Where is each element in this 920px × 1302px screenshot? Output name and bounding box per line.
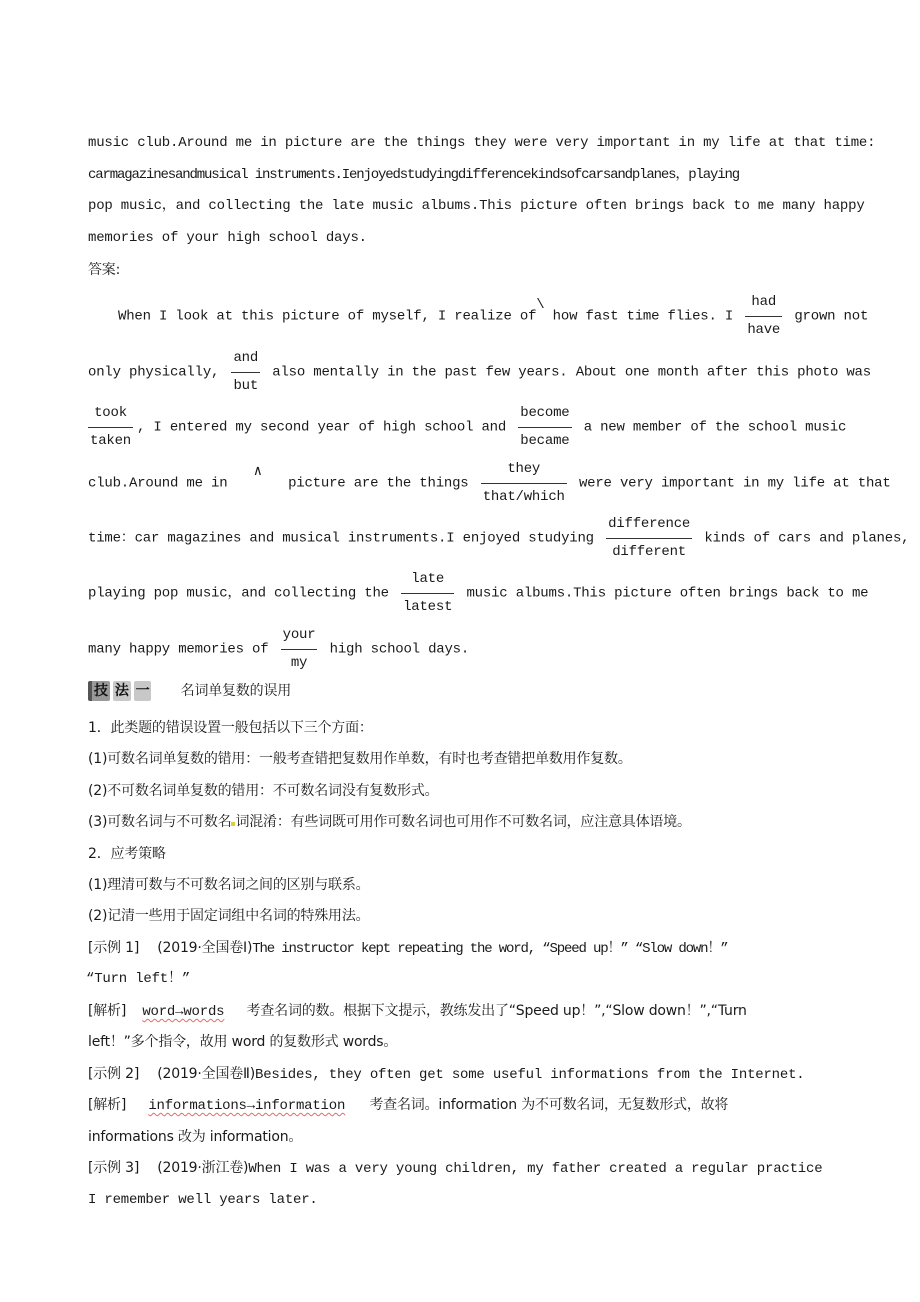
example-text: When I was a very young children, my father created a regular practice	[248, 1161, 823, 1177]
example-1-cont: “Turn left！”	[86, 971, 191, 987]
answer-text: also mentally in the past few years. About one month after this photo was	[272, 364, 871, 381]
answer-text: grown not	[794, 308, 869, 325]
point-item	[88, 813, 691, 831]
answer-line-7	[88, 626, 469, 672]
answer-text: many happy memories of	[88, 641, 269, 658]
answer-line-1	[118, 293, 868, 339]
correction-fraction: $\frac{\text{had}}{\text{have}}$	[747, 294, 781, 338]
correction-fraction: $\frac{\text{difference}}{\text{different}}$	[608, 516, 691, 560]
passage-line: memories of your high school days.	[88, 230, 367, 246]
analysis-label: [解析]	[88, 1097, 127, 1113]
answer-text: how fast time flies. I	[544, 308, 734, 325]
answer-text: kinds of cars and planes,	[704, 530, 910, 547]
correction: word→words	[142, 1004, 225, 1020]
insert-caret-icon: ∧	[253, 463, 262, 480]
example-label: [示例 1]	[88, 940, 140, 956]
example-label: [示例 3]	[88, 1160, 140, 1176]
point-item: (1)理清可数与不可数名词之间的区别与联系。	[88, 877, 370, 893]
analysis-1	[88, 1002, 747, 1021]
analysis-text: 考查名词的数。根据下文提示，教练发出了“Speed up！”,“Slow down！”,“Turn	[246, 1003, 747, 1019]
section-title: 名词单复数的误用	[180, 683, 292, 699]
passage-line: carmagazinesandmusical instruments.Ienjoyedstudyingdifferencekindsofcarsandplanes，playing	[88, 167, 739, 183]
example-text: The instructor kept repeating the word, “Speed up！” “Slow down！”	[252, 941, 728, 957]
answer-text: high school days.	[329, 641, 470, 658]
point-text: 词混淆：有些词既可用作可数名词也可用作不可数名词，应注意具体语境。	[235, 814, 691, 830]
section-badge: 法	[114, 683, 129, 699]
correction-fraction: $\frac{\text{your}}{my}$	[282, 627, 316, 671]
answer-text: When I look at this picture of myself, I realize	[118, 308, 520, 325]
example-3-cont: I remember well years later.	[88, 1192, 318, 1208]
answer-text: , I entered my second year of high school and	[137, 419, 507, 436]
example-source: (2019·全国卷Ⅰ)	[157, 940, 253, 956]
point-heading: 1．此类题的错误设置一般包括以下三个方面：	[88, 720, 373, 736]
correction-fraction: $\frac{\text{and}}{\text{but}}$	[233, 350, 259, 394]
answer-line-2	[88, 349, 871, 395]
correction-fraction: $\frac{\text{become}}{\text{became}}$	[520, 405, 570, 449]
example-source: (2019·浙江卷)	[157, 1160, 249, 1176]
example-2	[88, 1065, 805, 1084]
example-1	[88, 939, 728, 958]
answer-text: time：car magazines and musical instruments.I enjoyed studying	[88, 530, 594, 547]
example-label: [示例 2]	[88, 1066, 140, 1082]
point-heading: 2．应考策略	[88, 846, 166, 862]
point-item: (2)记清一些用于固定词组中名词的特殊用法。	[88, 908, 370, 924]
answer-text: club.Around me in	[88, 475, 228, 492]
answer-text: a new member of the school music	[583, 419, 847, 436]
answer-line-6	[88, 570, 868, 616]
point-item: (1)可数名词单复数的错用：一般考查错把复数用作单数，有时也考查错把单数用作复数。	[88, 751, 632, 767]
answer-line-5	[88, 515, 909, 561]
analysis-2-cont: informations 改为 information。	[88, 1129, 303, 1145]
point-text: (3)可数名词与不可数名	[88, 814, 232, 830]
answer-line-4	[88, 460, 891, 506]
answer-text: picture are the things	[288, 475, 469, 492]
section-heading	[88, 681, 291, 701]
answer-text: were very important in my life at that	[578, 475, 891, 492]
correction: informations→information	[148, 1098, 346, 1114]
point-item: (2)不可数名词单复数的错用：不可数名词没有复数形式。	[88, 783, 439, 799]
answer-text: only physically,	[88, 364, 220, 381]
answer-text: playing pop music，and collecting the	[88, 585, 389, 602]
correction-fraction: $\frac{\text{took}}{\text{taken}}$	[90, 405, 132, 449]
answer-line-3	[84, 404, 846, 450]
correction-fraction: $\frac{\text{they}}{\text{that/which}}$	[482, 461, 565, 505]
deleted-word: of	[519, 308, 537, 325]
answer-label: 答案:	[88, 262, 121, 278]
passage-line: pop music，and collecting the late music albums.This picture often brings back to me many happy	[88, 198, 865, 214]
example-3	[88, 1159, 822, 1178]
example-source: (2019·全国卷Ⅱ)	[157, 1066, 255, 1082]
correction-fraction: $\frac{\text{late}}{\text{latest}}$	[403, 571, 453, 615]
passage-line: music club.Around me in picture are the things they were very important in my life at that time:	[88, 135, 876, 151]
answer-text: music albums.This picture often brings back to me	[466, 585, 869, 602]
analysis-1-cont: left！”多个指令，故用 word 的复数形式 words。	[88, 1034, 398, 1050]
analysis-2	[88, 1096, 728, 1115]
example-text: Besides, they often get some useful informations from the Internet.	[255, 1067, 805, 1083]
section-badge: 一	[135, 683, 150, 699]
section-badge: 技	[88, 681, 110, 701]
analysis-text: 考查名词。information 为不可数名词，无复数形式，故将	[369, 1097, 729, 1113]
delete-mark-icon: \	[536, 296, 545, 313]
analysis-label: [解析]	[88, 1003, 127, 1019]
